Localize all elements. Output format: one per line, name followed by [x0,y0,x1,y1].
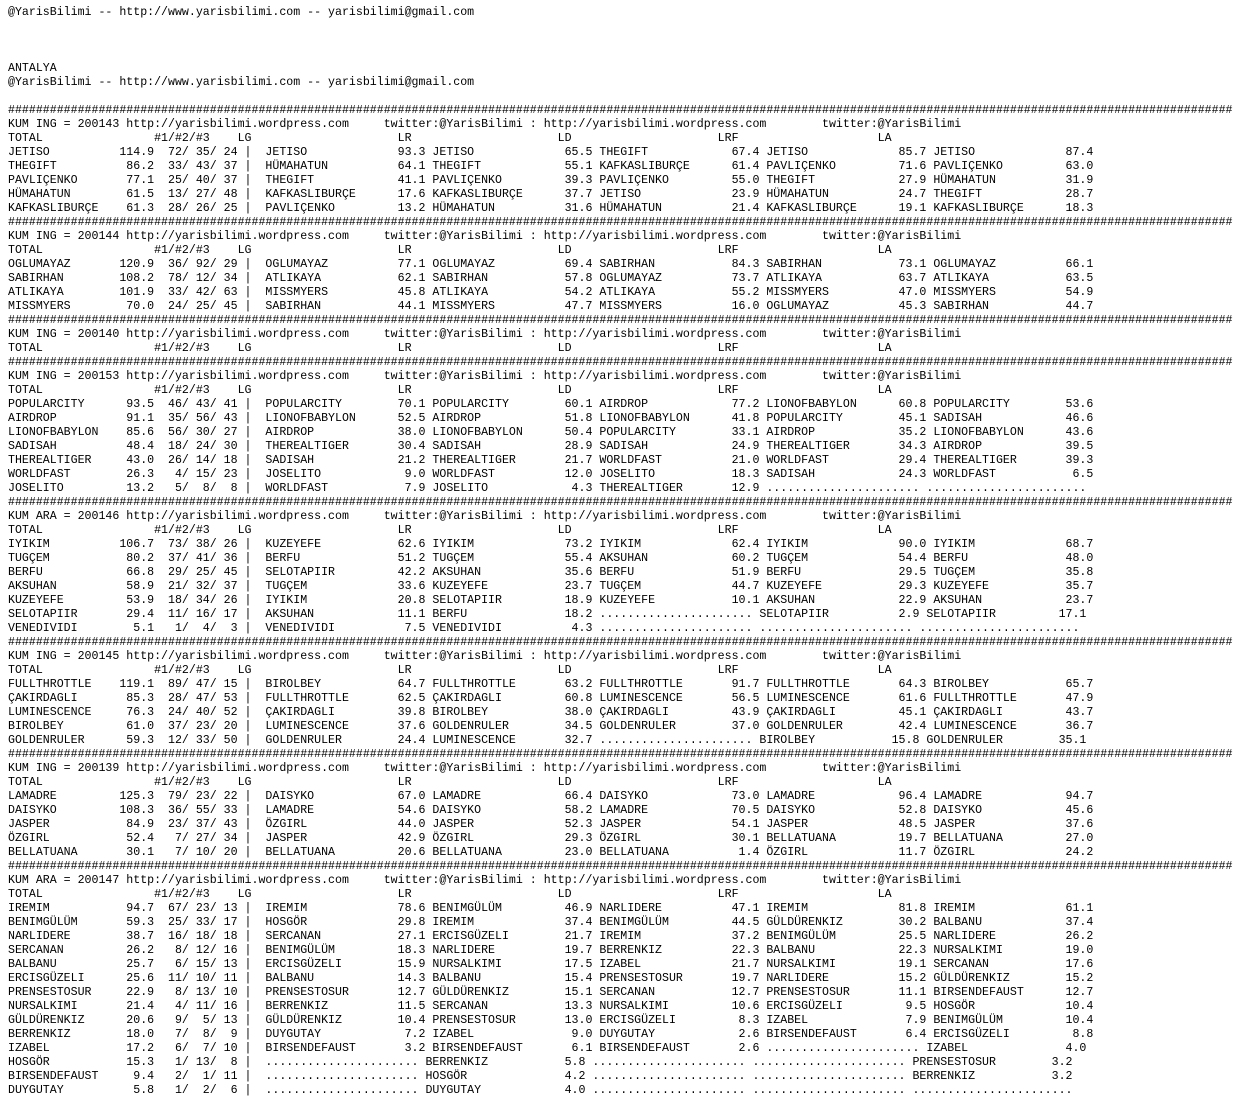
spacer [8,34,1080,62]
spacer [8,90,1080,104]
table-row: BERRENKIZ 18.0 7/ 8/ 9 | DUYGUTAY 7.2 IZABEL 9.0 DUYGUTAY 2.6 BIRSENDEFAUST 6.4 ERCISGÜZELI 8.8 [8,1028,1094,1041]
table-row: BIRSENDEFAUST 9.4 2/ 1/ 11 | ...................... HOSGÖR 4.2 ...................... ...................... BERRENKIZ 3.2 [8,1070,1073,1083]
table-row: JETISO 114.9 72/ 35/ 24 | JETISO 93.3 JETISO 65.5 THEGIFT 67.4 JETISO 85.7 JETISO 87.4 [8,146,1094,159]
race-section [8,314,1233,356]
table-row: IREMIM 94.7 67/ 23/ 13 | IREMIM 78.6 BENIMGÜLÜM 46.9 NARLIDERE 47.1 IREMIM 81.8 IREMIM 61.1 [8,902,1094,915]
separator-line: ################################################################################################################################################################################ [8,104,1233,117]
table-row: IYIKIM 106.7 73/ 38/ 26 | KUZEYEFE 62.6 IYIKIM 73.2 IYIKIM 62.4 IYIKIM 90.0 IYIKIM 68.7 [8,538,1094,551]
separator-line: ################################################################################################################################################################################ [8,216,1233,229]
table-row: ÇAKIRDAGLI 85.3 28/ 47/ 53 | FULLTHROTTLE 62.5 ÇAKIRDAGLI 60.8 LUMINESCENCE 56.5 LUMINESCENCE 61.6 FULLTHROTTLE 47.9 [8,692,1094,705]
separator-line: ################################################################################################################################################################################ [8,636,1233,649]
table-row: LAMADRE 125.3 79/ 23/ 22 | DAISYKO 67.0 LAMADRE 66.4 DAISYKO 73.0 LAMADRE 96.4 LAMADRE 94.7 [8,790,1094,803]
table-row: SELOTAPIIR 29.4 11/ 16/ 17 | AKSUHAN 11.1 BERFU 18.2 ...................... SELOTAPIIR 2.9 SELOTAPIIR 17.1 [8,608,1087,621]
race-title: KUM ING = 200153 http://yarisbilimi.wordpress.com twitter:@YarisBilimi : http://yarisbilimi.wordpress.com twitter:@YarisBilimi [8,370,962,383]
table-row: MISSMYERS 70.0 24/ 25/ 45 | SABIRHAN 44.1 MISSMYERS 47.7 MISSMYERS 16.0 OGLUMAYAZ 45.3 SABIRHAN 44.7 [8,300,1094,313]
race-section [8,104,1233,216]
table-row: KUZEYEFE 53.9 18/ 34/ 26 | IYIKIM 20.8 SELOTAPIIR 18.9 KUZEYEFE 10.1 AKSUHAN 22.9 AKSUHAN 23.7 [8,594,1094,607]
column-headers: TOTAL #1/#2/#3 LG LR LD LRF LA [8,664,892,677]
contact-line: @YarisBilimi -- http://www.yarisbilimi.com -- yarisbilimi@gmail.com [8,6,475,19]
table-row: PAVLIÇENKO 77.1 25/ 40/ 37 | THEGIFT 41.1 PAVLIÇENKO 39.3 PAVLIÇENKO 55.0 THEGIFT 27.9 HÜMAHATUN 31.9 [8,174,1094,187]
table-row: LIONOFBABYLON 85.6 56/ 30/ 27 | AIRDROP 38.0 LIONOFBABYLON 50.4 POPULARCITY 33.1 AIRDROP 35.2 LIONOFBABYLON 43.6 [8,426,1094,439]
column-headers: TOTAL #1/#2/#3 LG LR LD LRF LA [8,776,892,789]
table-row: AIRDROP 91.1 35/ 56/ 43 | LIONOFBABYLON 52.5 AIRDROP 51.8 LIONOFBABYLON 41.8 POPULARCITY 45.1 SADISAH 46.6 [8,412,1094,425]
table-row: DUYGUTAY 5.8 1/ 2/ 6 | ...................... DUYGUTAY 4.0 ...................... ...................... ....................... [8,1084,1073,1097]
race-title: KUM ING = 200139 http://yarisbilimi.wordpress.com twitter:@YarisBilimi : http://yarisbilimi.wordpress.com twitter:@YarisBilimi [8,762,962,775]
race-title: KUM ARA = 200146 http://yarisbilimi.wordpress.com twitter:@YarisBilimi : http://yarisbilimi.wordpress.com twitter:@YarisBilimi [8,510,962,523]
table-row: BALBANU 25.7 6/ 15/ 13 | ERCISGÜZELI 15.9 NURSALKIMI 17.5 IZABEL 21.7 NURSALKIMI 19.1 SERCANAN 17.6 [8,958,1094,971]
race-section [8,356,1233,496]
table-row: KAFKASLIBURÇE 61.3 28/ 26/ 25 | PAVLIÇENKO 13.2 HÜMAHATUN 31.6 HÜMAHATUN 21.4 KAFKASLIBURÇE 19.1 KAFKASLIBURÇE 18.3 [8,202,1094,215]
table-row: LUMINESCENCE 76.3 24/ 40/ 52 | ÇAKIRDAGLI 39.8 BIROLBEY 38.0 ÇAKIRDAGLI 43.9 ÇAKIRDAGLI 45.1 ÇAKIRDAGLI 43.7 [8,706,1094,719]
table-row: NURSALKIMI 21.4 4/ 11/ 16 | BERRENKIZ 11.5 SERCANAN 13.3 NURSALKIMI 10.6 ERCISGÜZELI 9.5 HOSGÖR 10.4 [8,1000,1094,1013]
table-row: THEGIFT 86.2 33/ 43/ 37 | HÜMAHATUN 64.1 THEGIFT 55.1 KAFKASLIBURÇE 61.4 PAVLIÇENKO 71.6 PAVLIÇENKO 63.0 [8,160,1094,173]
separator-line: ################################################################################################################################################################################ [8,356,1233,369]
table-row: WORLDFAST 26.3 4/ 15/ 23 | JOSELITO 9.0 WORLDFAST 12.0 JOSELITO 18.3 SADISAH 24.3 WORLDFAST 6.5 [8,468,1094,481]
table-row: ERCISGÜZELI 25.6 11/ 10/ 11 | BALBANU 14.3 BALBANU 15.4 PRENSESTOSUR 19.7 NARLIDERE 15.2 GÜLDÜRENKIZ 15.2 [8,972,1094,985]
column-headers: TOTAL #1/#2/#3 LG LR LD LRF LA [8,244,892,257]
race-title: KUM ING = 200145 http://yarisbilimi.wordpress.com twitter:@YarisBilimi : http://yarisbilimi.wordpress.com twitter:@YarisBilimi [8,650,962,663]
separator-line: ################################################################################################################################################################################ [8,496,1233,509]
table-row: SABIRHAN 108.2 78/ 12/ 34 | ATLIKAYA 62.1 SABIRHAN 57.8 OGLUMAYAZ 73.7 ATLIKAYA 63.7 ATLIKAYA 63.5 [8,272,1094,285]
race-section [8,636,1233,748]
race-section [8,496,1233,636]
column-headers: TOTAL #1/#2/#3 LG LR LD LRF LA [8,888,892,901]
spacer [8,20,1080,34]
table-row: HOSGÖR 15.3 1/ 13/ 8 | ...................... BERRENKIZ 5.8 ...................... ...................... PRENSESTOSUR 3.2 [8,1056,1073,1069]
table-row: JASPER 84.9 23/ 37/ 43 | ÖZGIRL 44.0 JASPER 52.3 JASPER 54.1 JASPER 48.5 JASPER 37.6 [8,818,1094,831]
table-row: SERCANAN 26.2 8/ 12/ 16 | BENIMGÜLÜM 18.3 NARLIDERE 19.7 BERRENKIZ 22.3 BALBANU 22.3 NURSALKIMI 19.0 [8,944,1094,957]
table-row: TUGÇEM 80.2 37/ 41/ 36 | BERFU 51.2 TUGÇEM 55.4 AKSUHAN 60.2 TUGÇEM 54.4 BERFU 48.0 [8,552,1094,565]
table-row: OGLUMAYAZ 120.9 36/ 92/ 29 | OGLUMAYAZ 77.1 OGLUMAYAZ 69.4 SABIRHAN 84.3 SABIRHAN 73.1 OGLUMAYAZ 66.1 [8,258,1094,271]
city-title: ANTALYA [8,62,57,75]
table-row: IZABEL 17.2 6/ 7/ 10 | BIRSENDEFAUST 3.2 BIRSENDEFAUST 6.1 BIRSENDEFAUST 2.6 ...................... IZABEL 4.0 [8,1042,1087,1055]
race-section [8,216,1233,314]
table-row: GÜLDÜRENKIZ 20.6 9/ 5/ 13 | GÜLDÜRENKIZ 10.4 PRENSESTOSUR 13.0 ERCISGÜZELI 8.3 IZABEL 7.9 BENIMGÜLÜM 10.4 [8,1014,1094,1027]
table-row: HÜMAHATUN 61.5 13/ 27/ 48 | KAFKASLIBURÇE 17.6 KAFKASLIBURÇE 37.7 JETISO 23.9 HÜMAHATUN 24.7 THEGIFT 28.7 [8,188,1094,201]
table-row: JOSELITO 13.2 5/ 8/ 8 | WORLDFAST 7.9 JOSELITO 4.3 THEREALTIGER 12.9 ...................... ....................... [8,482,1087,495]
table-row: PRENSESTOSUR 22.9 8/ 13/ 10 | PRENSESTOSUR 12.7 GÜLDÜRENKIZ 15.1 SERCANAN 12.7 PRENSESTOSUR 11.1 BIRSENDEFAUST 12.7 [8,986,1094,999]
race-title: KUM ING = 200144 http://yarisbilimi.wordpress.com twitter:@YarisBilimi : http://yarisbilimi.wordpress.com twitter:@YarisBilimi [8,230,962,243]
table-row: BELLATUANA 30.1 7/ 10/ 20 | BELLATUANA 20.6 BELLATUANA 23.0 BELLATUANA 1.4 ÖZGIRL 11.7 ÖZGIRL 24.2 [8,846,1094,859]
race-sections [8,104,1233,1098]
race-title: KUM ING = 200143 http://yarisbilimi.wordpress.com twitter:@YarisBilimi : http://yarisbilimi.wordpress.com twitter:@YarisBilimi [8,118,962,131]
table-row: SADISAH 48.4 18/ 24/ 30 | THEREALTIGER 30.4 SADISAH 28.9 SADISAH 24.9 THEREALTIGER 34.3 AIRDROP 39.5 [8,440,1094,453]
column-headers: TOTAL #1/#2/#3 LG LR LD LRF LA [8,342,892,355]
table-row: VENEDIVIDI 5.1 1/ 4/ 3 | VENEDIVIDI 7.5 VENEDIVIDI 4.3 ...................... ...................... ....................... [8,622,1080,635]
table-row: AKSUHAN 58.9 21/ 32/ 37 | TUGÇEM 33.6 KUZEYEFE 23.7 TUGÇEM 44.7 KUZEYEFE 29.3 KUZEYEFE 35.7 [8,580,1094,593]
table-row: FULLTHROTTLE 119.1 89/ 47/ 15 | BIROLBEY 64.7 FULLTHROTTLE 63.2 FULLTHROTTLE 91.7 FULLTHROTTLE 64.3 BIROLBEY 65.7 [8,678,1094,691]
table-row: BIROLBEY 61.0 37/ 23/ 20 | LUMINESCENCE 37.6 GOLDENRULER 34.5 GOLDENRULER 37.0 GOLDENRULER 42.4 LUMINESCENCE 36.7 [8,720,1094,733]
column-headers: TOTAL #1/#2/#3 LG LR LD LRF LA [8,524,892,537]
table-row: NARLIDERE 38.7 16/ 18/ 18 | SERCANAN 27.1 ERCISGÜZELI 21.7 IREMIM 37.2 BENIMGÜLÜM 25.5 NARLIDERE 26.2 [8,930,1094,943]
column-headers: TOTAL #1/#2/#3 LG LR LD LRF LA [8,384,892,397]
table-row: DAISYKO 108.3 36/ 55/ 33 | LAMADRE 54.6 DAISYKO 58.2 LAMADRE 70.5 DAISYKO 52.8 DAISYKO 45.6 [8,804,1094,817]
table-row: GOLDENRULER 59.3 12/ 33/ 50 | GOLDENRULER 24.4 LUMINESCENCE 32.7 ...................... BIROLBEY 15.8 GOLDENRULER 35.1 [8,734,1087,747]
table-row: THEREALTIGER 43.0 26/ 14/ 18 | SADISAH 21.2 THEREALTIGER 21.7 WORLDFAST 21.0 WORLDFAST 29.4 THEREALTIGER 39.3 [8,454,1094,467]
table-row: BENIMGÜLÜM 59.3 25/ 33/ 17 | HOSGÖR 29.8 IREMIM 37.4 BENIMGÜLÜM 44.5 GÜLDÜRENKIZ 30.2 BALBANU 37.4 [8,916,1094,929]
race-section [8,748,1233,860]
separator-line: ################################################################################################################################################################################ [8,314,1233,327]
table-row: ÖZGIRL 52.4 7/ 27/ 34 | JASPER 42.9 ÖZGIRL 29.3 ÖZGIRL 30.1 BELLATUANA 19.7 BELLATUANA 27.0 [8,832,1094,845]
table-row: ATLIKAYA 101.9 33/ 42/ 63 | MISSMYERS 45.8 ATLIKAYA 54.2 ATLIKAYA 55.2 MISSMYERS 47.0 MISSMYERS 54.9 [8,286,1094,299]
table-row: POPULARCITY 93.5 46/ 43/ 41 | POPULARCITY 70.1 POPULARCITY 60.1 AIRDROP 77.2 LIONOFBABYLON 60.8 POPULARCITY 53.6 [8,398,1094,411]
race-section [8,860,1233,1098]
table-row: BERFU 66.8 29/ 25/ 45 | SELOTAPIIR 42.2 AKSUHAN 35.6 BERFU 51.9 BERFU 29.5 TUGÇEM 35.8 [8,566,1094,579]
race-title: KUM ING = 200140 http://yarisbilimi.wordpress.com twitter:@YarisBilimi : http://yarisbilimi.wordpress.com twitter:@YarisBilimi [8,328,962,341]
contact-line-2: @YarisBilimi -- http://www.yarisbilimi.com -- yarisbilimi@gmail.com [8,76,475,89]
separator-line: ################################################################################################################################################################################ [8,860,1233,873]
separator-line: ################################################################################################################################################################################ [8,748,1233,761]
column-headers: TOTAL #1/#2/#3 LG LR LD LRF LA [8,132,892,145]
race-title: KUM ARA = 200147 http://yarisbilimi.wordpress.com twitter:@YarisBilimi : http://yarisbilimi.wordpress.com twitter:@YarisBilimi [8,874,962,887]
